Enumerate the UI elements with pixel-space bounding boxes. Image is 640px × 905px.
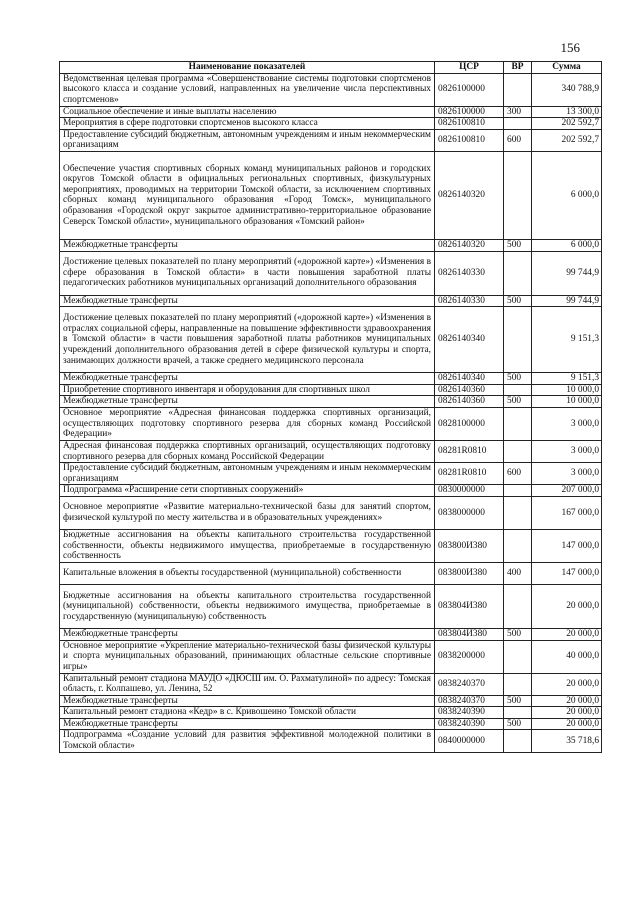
row-name-cell: Мероприятия в сфере подготовки спортсменов высокого класса [60, 118, 435, 130]
row-csr-cell: 0826100810 [435, 118, 504, 130]
row-csr-cell: 0840000000 [435, 730, 504, 752]
header-sum: Сумма [532, 62, 602, 74]
header-csr: ЦСР [435, 62, 504, 74]
row-sum-cell: 20 000,0 [532, 584, 602, 628]
table-row [60, 251, 602, 295]
row-sum-cell: 35 718,6 [532, 730, 602, 752]
row-vr-cell [504, 529, 532, 562]
row-csr-cell: 08281R0810 [435, 463, 504, 485]
table-row [60, 151, 602, 239]
row-sum-cell: 202 592,7 [532, 118, 602, 130]
header-vr: ВР [504, 62, 532, 74]
row-name-cell: Предоставление субсидий бюджетным, автономным учреждениям и иным некоммерческим организациям [60, 463, 435, 485]
row-name-cell: Адресная финансовая поддержка спортивных организаций, осуществляющих подготовку спортивного резерва для сборных команд Российской Федерации [60, 440, 435, 462]
page-number: 156 [560, 40, 580, 55]
row-name-cell: Межбюджетные трансферты [60, 718, 435, 730]
row-sum-cell: 3 000,0 [532, 440, 602, 462]
row-name-cell: Основное мероприятие «Адресная финансовая поддержка спортивных организаций, осуществляющих подготовку спортивного резерва для сборных команд Российской Федерации» [60, 407, 435, 440]
row-vr-cell [504, 640, 532, 673]
row-sum-cell: 6 000,0 [532, 239, 602, 251]
row-name-cell: Основное мероприятие «Укрепление материально-технической базы физической культуры и спорта муниципальных образований, принимающих областные сельские спортивные игры» [60, 640, 435, 673]
table-row [60, 673, 602, 695]
row-vr-cell: 300 [504, 106, 532, 118]
row-vr-cell [504, 440, 532, 462]
table-row [60, 106, 602, 118]
table-body [60, 73, 602, 752]
row-csr-cell: 0838240390 [435, 707, 504, 719]
table-row [60, 496, 602, 529]
row-sum-cell: 99 744,9 [532, 295, 602, 307]
row-name-cell: Капитальный ремонт стадиона «Кедр» в с. Кривошеино Томской области [60, 707, 435, 719]
row-name-cell: Основное мероприятие «Развитие материально-технической базы для занятий спортом, физической культурой по месту жительства и в образовательных учреждениях» [60, 496, 435, 529]
table-row [60, 695, 602, 707]
row-sum-cell: 3 000,0 [532, 407, 602, 440]
row-vr-cell [504, 485, 532, 497]
row-name-cell: Достижение целевых показателей по плану мероприятий («дорожной карте») «Изменения в сфере образования в Томской области» в части повышения заработной платы педагогических работников муниципальных организаций дополнительного образования [60, 251, 435, 295]
row-csr-cell: 0830000000 [435, 485, 504, 497]
table-row [60, 584, 602, 628]
table-row [60, 707, 602, 719]
table-row [60, 129, 602, 151]
table-row [60, 730, 602, 752]
row-name-cell: Достижение целевых показателей по плану мероприятий («дорожной карте») «Изменения в отраслях социальной сферы, направленные на повышение эффективности здравоохранения в Томской области» в части повышения заработной платы работников муниципальных учреждений дополнительного образования детей в сфере физической культуры и спорта, занимающих должности врачей, а также среднего медицинского персонала [60, 307, 435, 373]
row-vr-cell [504, 707, 532, 719]
row-sum-cell: 3 000,0 [532, 463, 602, 485]
table-row [60, 73, 602, 106]
row-csr-cell: 0828100000 [435, 407, 504, 440]
row-csr-cell: 0826140320 [435, 239, 504, 251]
table-row [60, 440, 602, 462]
row-name-cell: Капитальные вложения в объекты государственной (муниципальной) собственности [60, 562, 435, 584]
row-sum-cell: 147 000,0 [532, 562, 602, 584]
row-name-cell: Межбюджетные трансферты [60, 695, 435, 707]
row-sum-cell: 99 744,9 [532, 251, 602, 295]
row-name-cell: Межбюджетные трансферты [60, 239, 435, 251]
row-csr-cell: 083804И380 [435, 628, 504, 640]
row-name-cell: Предоставление субсидий бюджетным, автономным учреждениям и иным некоммерческим организациям [60, 129, 435, 151]
row-csr-cell: 0826100000 [435, 106, 504, 118]
row-sum-cell: 167 000,0 [532, 496, 602, 529]
header-name: Наименование показателей [60, 62, 435, 74]
row-name-cell: Подпрограмма «Создание условий для развития эффективной молодежной политики в Томской области» [60, 730, 435, 752]
row-sum-cell: 13 300,0 [532, 106, 602, 118]
row-csr-cell: 08281R0810 [435, 440, 504, 462]
row-vr-cell: 600 [504, 129, 532, 151]
row-sum-cell: 340 788,9 [532, 73, 602, 106]
row-vr-cell [504, 73, 532, 106]
row-vr-cell: 500 [504, 373, 532, 385]
row-csr-cell: 0826100000 [435, 73, 504, 106]
row-name-cell: Межбюджетные трансферты [60, 295, 435, 307]
row-name-cell: Социальное обеспечение и иные выплаты населению [60, 106, 435, 118]
row-csr-cell: 0826140320 [435, 151, 504, 239]
row-csr-cell: 0838240370 [435, 673, 504, 695]
row-csr-cell: 083800И380 [435, 529, 504, 562]
row-csr-cell: 083804И380 [435, 584, 504, 628]
row-vr-cell: 500 [504, 718, 532, 730]
table-row [60, 463, 602, 485]
row-vr-cell [504, 151, 532, 239]
row-csr-cell: 0838000000 [435, 496, 504, 529]
row-sum-cell: 20 000,0 [532, 718, 602, 730]
row-vr-cell: 500 [504, 628, 532, 640]
table-row [60, 239, 602, 251]
row-vr-cell [504, 407, 532, 440]
row-sum-cell: 20 000,0 [532, 707, 602, 719]
row-vr-cell [504, 118, 532, 130]
table-row [60, 373, 602, 385]
row-sum-cell: 20 000,0 [532, 695, 602, 707]
row-sum-cell: 9 151,3 [532, 373, 602, 385]
table-row [60, 295, 602, 307]
row-sum-cell: 10 000,0 [532, 396, 602, 408]
table-row [60, 396, 602, 408]
row-name-cell: Бюджетные ассигнования на объекты капитального строительства государственной (муниципальной) собственности, объекты недвижимого имущества, приобретаемые в государственную (муниципальную) собственность [60, 584, 435, 628]
row-sum-cell: 9 151,3 [532, 307, 602, 373]
row-csr-cell: 0838200000 [435, 640, 504, 673]
row-sum-cell: 40 000,0 [532, 640, 602, 673]
table-row [60, 562, 602, 584]
row-sum-cell: 147 000,0 [532, 529, 602, 562]
row-name-cell: Межбюджетные трансферты [60, 628, 435, 640]
row-csr-cell: 0826140360 [435, 384, 504, 396]
row-sum-cell: 6 000,0 [532, 151, 602, 239]
row-vr-cell [504, 384, 532, 396]
row-vr-cell [504, 584, 532, 628]
row-vr-cell: 400 [504, 562, 532, 584]
row-name-cell: Межбюджетные трансферты [60, 396, 435, 408]
row-name-cell: Межбюджетные трансферты [60, 373, 435, 385]
row-name-cell: Ведомственная целевая программа «Совершенствование системы подготовки спортсменов высокого класса и создание условий, направленных на увеличение числа перспективных спортсменов» [60, 73, 435, 106]
row-sum-cell: 202 592,7 [532, 129, 602, 151]
row-name-cell: Капитальный ремонт стадиона МАУДО «ДЮСШ им. О. Рахматулиной» по адресу: Томская область, г. Колпашево, ул. Ленина, 52 [60, 673, 435, 695]
table-row [60, 640, 602, 673]
row-sum-cell: 20 000,0 [532, 628, 602, 640]
row-vr-cell: 500 [504, 695, 532, 707]
table-row [60, 407, 602, 440]
row-csr-cell: 0838240390 [435, 718, 504, 730]
row-vr-cell: 500 [504, 396, 532, 408]
table-row [60, 529, 602, 562]
table-header-row [60, 62, 602, 74]
row-csr-cell: 0826140340 [435, 307, 504, 373]
table-row [60, 118, 602, 130]
row-csr-cell: 083800И380 [435, 562, 504, 584]
row-name-cell: Обеспечение участия спортивных сборных команд муниципальных районов и городских округов Томской области в официальных региональных спортивных, физкультурных мероприятиях, проводимых на территории Томской области, за исключением спортивных сборных команд муниципального образования «Город Томск», муниципального образования «Городской округ закрытое административно-территориальное образование Северск Томской области», муниципального образования «Томский район» [60, 151, 435, 239]
row-sum-cell: 207 000,0 [532, 485, 602, 497]
row-csr-cell: 0826140340 [435, 373, 504, 385]
row-csr-cell: 0826140360 [435, 396, 504, 408]
row-vr-cell [504, 496, 532, 529]
row-name-cell: Подпрограмма «Расширение сети спортивных сооружений» [60, 485, 435, 497]
row-vr-cell: 500 [504, 239, 532, 251]
row-vr-cell [504, 673, 532, 695]
budget-table [59, 61, 602, 753]
table-row [60, 628, 602, 640]
row-name-cell: Бюджетные ассигнования на объекты капитального строительства государственной собственности, объекты недвижимого имущества, приобретаемые в государственную собственность [60, 529, 435, 562]
row-csr-cell: 0838240370 [435, 695, 504, 707]
row-csr-cell: 0826100810 [435, 129, 504, 151]
row-name-cell: Приобретение спортивного инвентаря и оборудования для спортивных школ [60, 384, 435, 396]
row-vr-cell: 600 [504, 463, 532, 485]
row-vr-cell [504, 307, 532, 373]
table-row [60, 485, 602, 497]
row-sum-cell: 10 000,0 [532, 384, 602, 396]
row-csr-cell: 0826140330 [435, 295, 504, 307]
row-csr-cell: 0826140330 [435, 251, 504, 295]
row-sum-cell: 20 000,0 [532, 673, 602, 695]
row-vr-cell [504, 730, 532, 752]
table-row [60, 718, 602, 730]
row-vr-cell [504, 251, 532, 295]
row-vr-cell: 500 [504, 295, 532, 307]
table-row [60, 384, 602, 396]
table-row [60, 307, 602, 373]
